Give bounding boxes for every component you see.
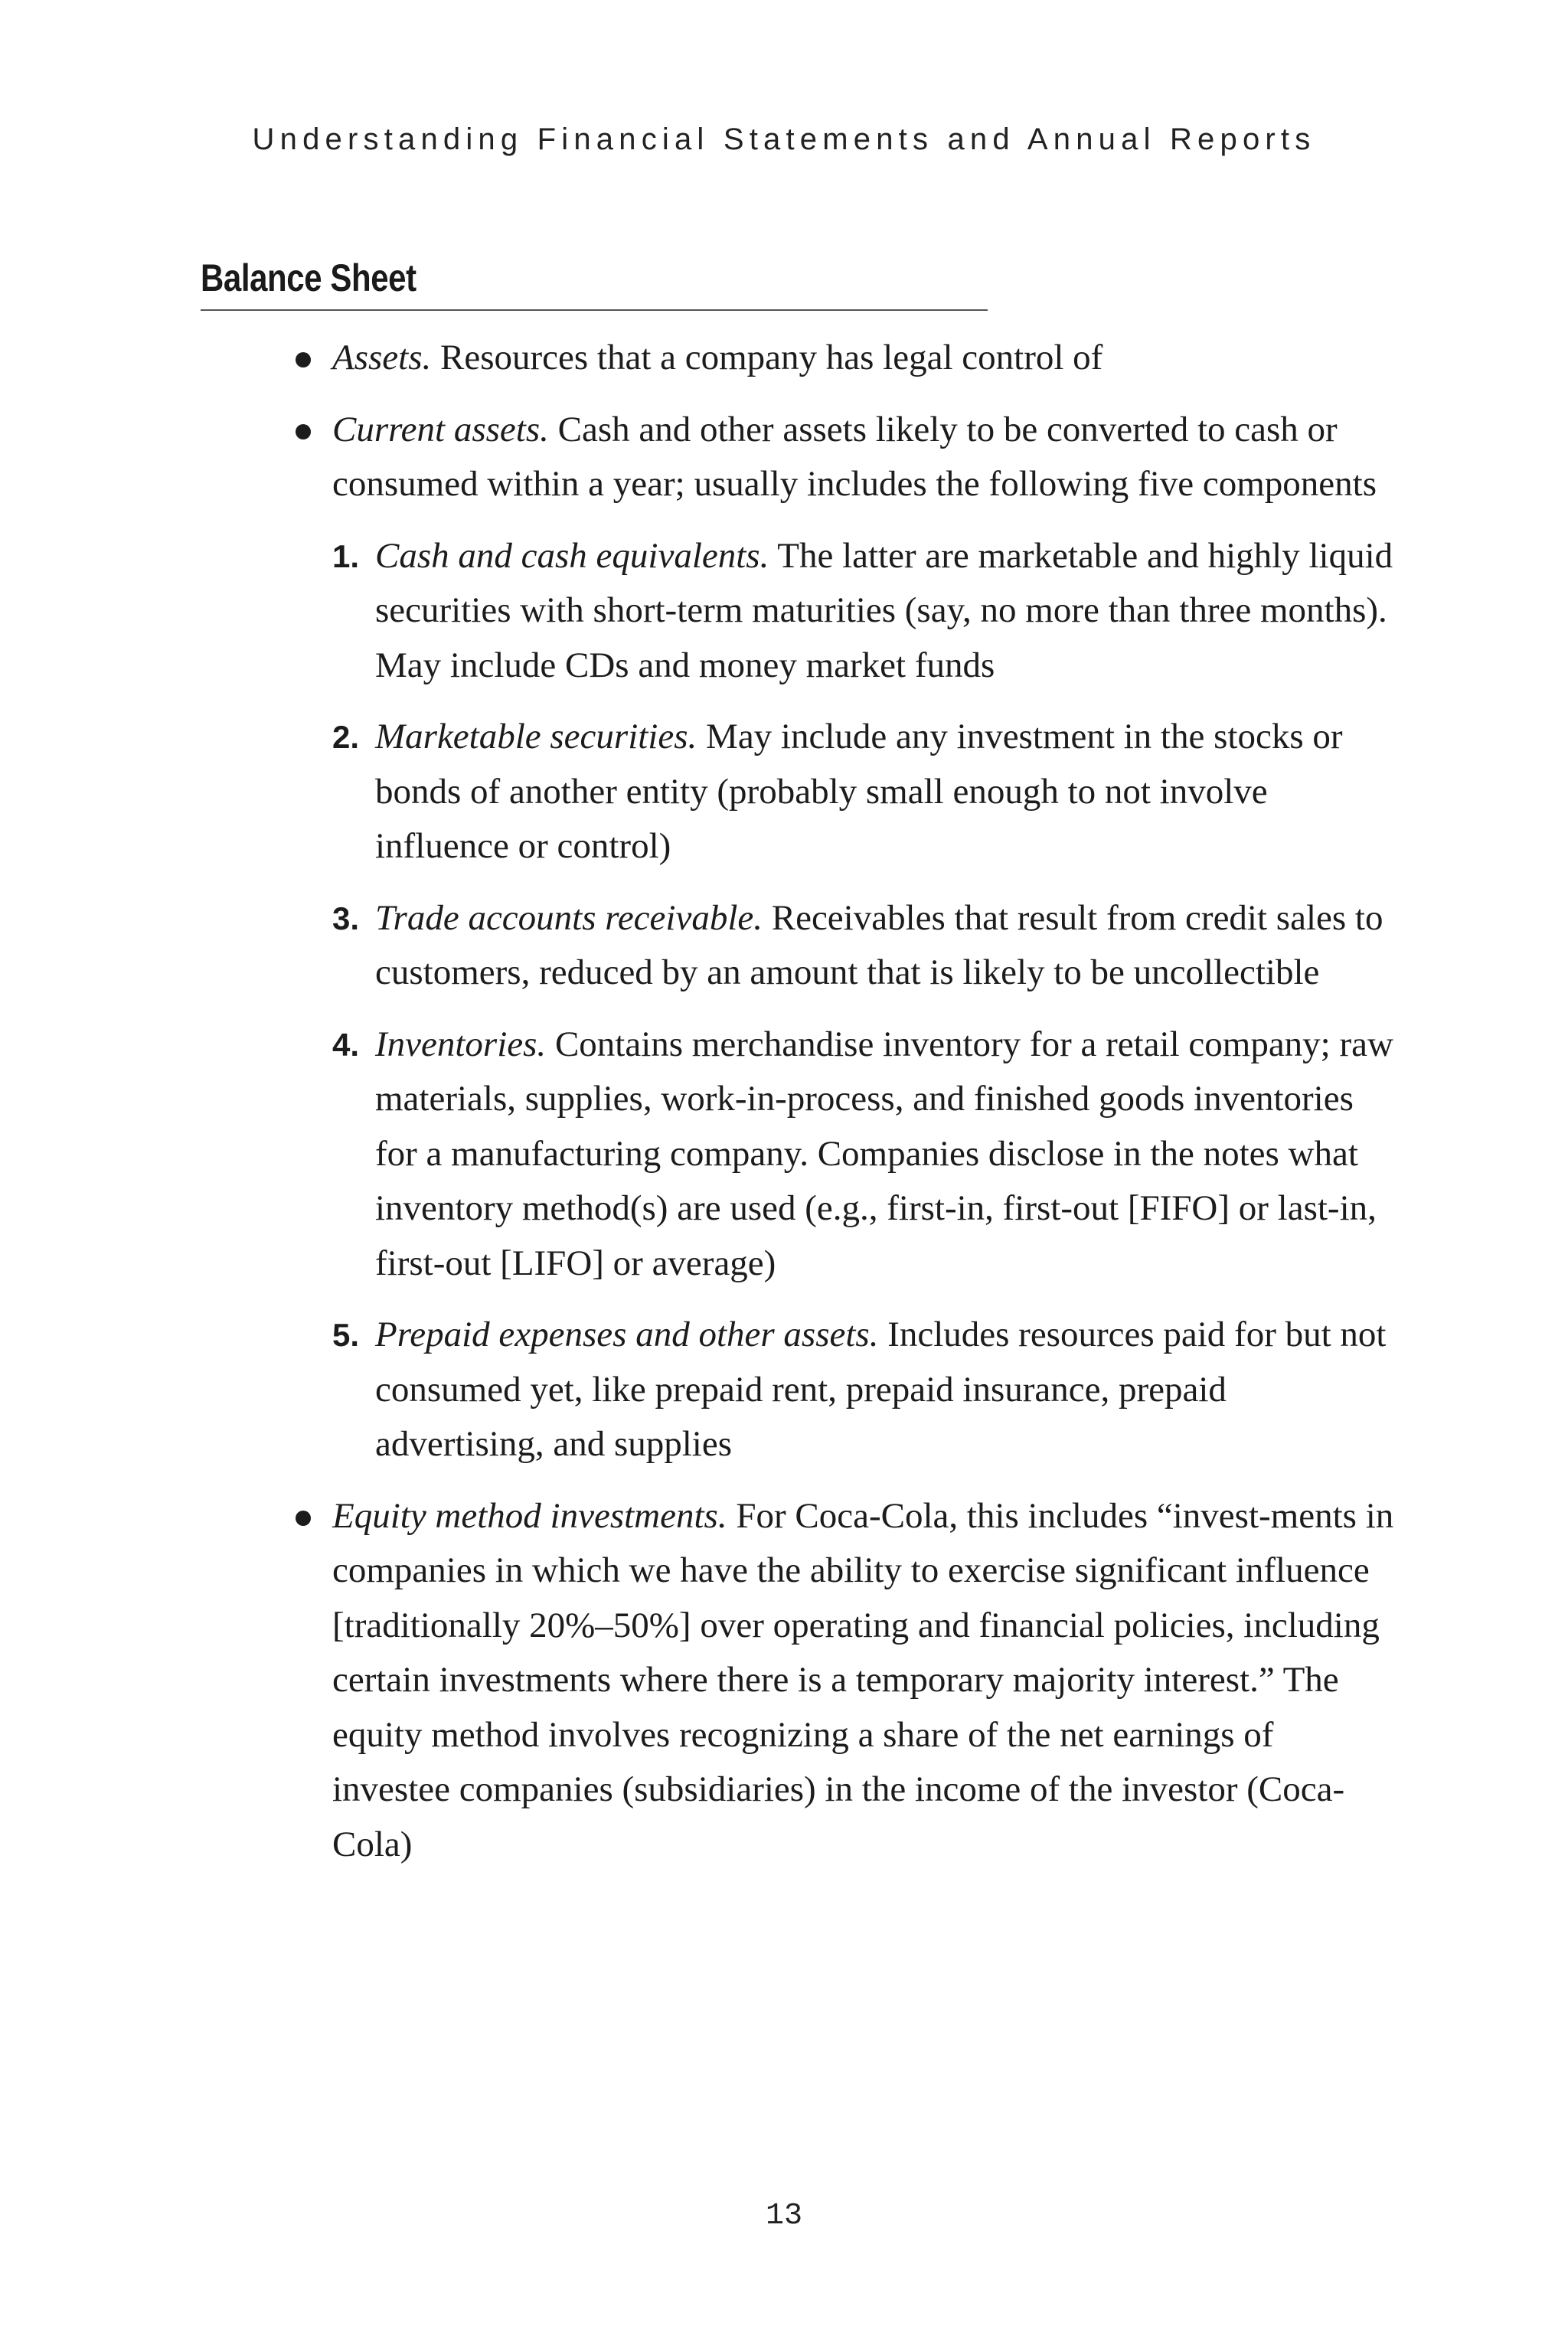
list-item bbox=[289, 710, 1400, 874]
list-text: Includes resources paid for but not consumed yet, like prepaid rent, prepaid insurance, prepaid advertising, and supplies bbox=[375, 1315, 1387, 1464]
list-text: The latter are marketable and highly liquid securities with short-term maturities (say, no more than three months). May include CDs and money market funds bbox=[375, 535, 1393, 685]
list-item bbox=[289, 1018, 1400, 1292]
section-title bbox=[201, 256, 988, 311]
list-number: 5. bbox=[332, 1317, 360, 1353]
list-term: Inventories. bbox=[375, 1024, 547, 1064]
term-equity-method: Equity method investments. bbox=[332, 1495, 727, 1536]
list-item bbox=[289, 891, 1400, 1001]
definition-equity-method: For Coca-Cola, this includes “invest-ments in companies in which we have the ability to exercise significant influence [traditionally 20%–50%] over operating and financial policies, including certain investments where there is a temporary majority interest.” The equity method involves recognizing a share of the net earnings of investee companies (subsidiaries) in the income of the investor (Coca-Cola) bbox=[332, 1495, 1394, 1864]
bullet-current-assets bbox=[289, 403, 1400, 512]
list-number: 1. bbox=[332, 537, 360, 574]
list-term: Cash and cash equivalents. bbox=[375, 535, 769, 576]
list-text: Contains merchandise inventory for a retail company; raw materials, supplies, work-in-process, and finished goods inventories for a manufacturing company. Companies disclose in the notes what inventory method(s) are used (e.g., first-in, first-out [FIFO] or last-in, first-out [LIFO] or average) bbox=[375, 1024, 1393, 1283]
list-number: 4. bbox=[332, 1026, 360, 1063]
bullet-dot-icon bbox=[296, 424, 311, 439]
page-number: 13 bbox=[765, 2199, 802, 2233]
bullet-assets bbox=[289, 331, 1400, 386]
running-header: Understanding Financial Statements and Annual Reports bbox=[252, 122, 1316, 156]
list-item bbox=[289, 1308, 1400, 1472]
bullet-dot-icon bbox=[296, 1511, 311, 1526]
list-item bbox=[289, 529, 1400, 694]
numbered-list bbox=[289, 529, 1400, 1472]
bullet-dot-icon bbox=[296, 352, 311, 368]
section-title-text: Balance Sheet bbox=[201, 256, 416, 299]
list-term: Prepaid expenses and other assets. bbox=[375, 1315, 879, 1354]
definition-assets: Resources that a company has legal control of bbox=[440, 338, 1103, 377]
term-current-assets: Current assets. bbox=[332, 409, 549, 449]
term-assets: Assets. bbox=[332, 338, 432, 377]
list-number: 3. bbox=[332, 900, 360, 936]
list-term: Marketable securities. bbox=[375, 717, 697, 756]
list-text: Receivables that result from credit sales to customers, reduced by an amount that is likely to be uncollectible bbox=[375, 897, 1383, 992]
list-term: Trade accounts receivable. bbox=[375, 897, 763, 938]
page-content bbox=[289, 331, 1400, 1889]
list-text: May include any investment in the stocks or bonds of another entity (probably small enough to not involve influence or control) bbox=[375, 717, 1343, 866]
list-number: 2. bbox=[332, 719, 360, 755]
bullet-equity-method bbox=[289, 1489, 1400, 1873]
definition-current-assets: Cash and other assets likely to be converted to cash or consumed within a year; usually includes the following five components bbox=[332, 409, 1377, 504]
